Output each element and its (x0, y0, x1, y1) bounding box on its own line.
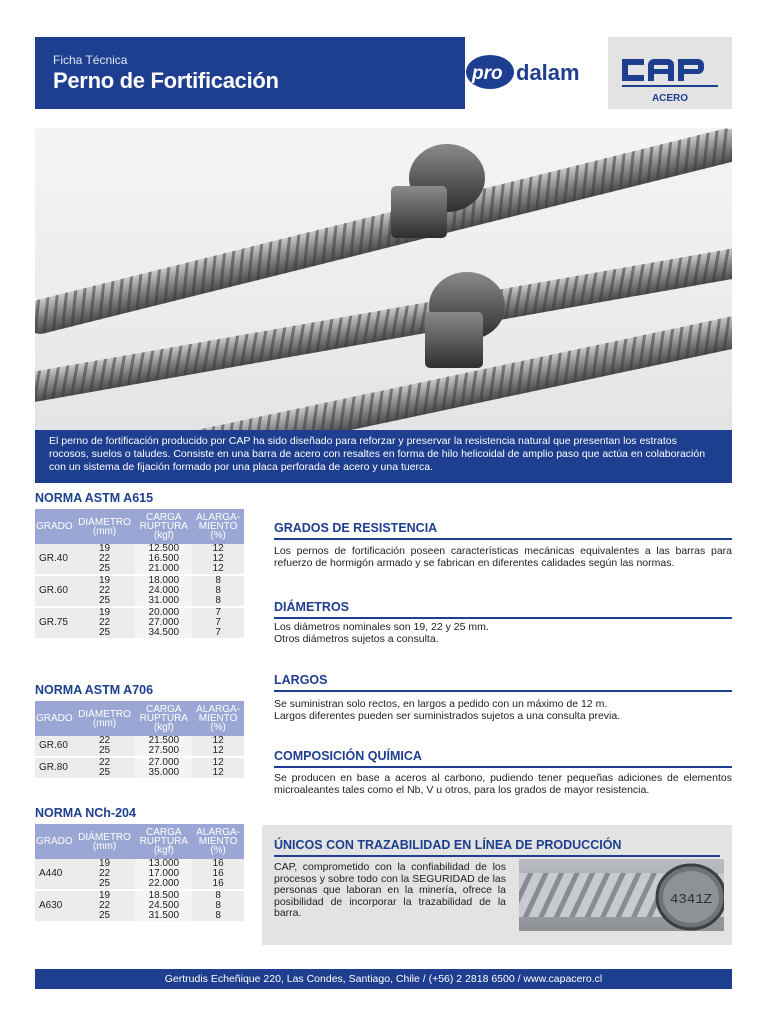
cell-diametro: 25 (74, 746, 136, 757)
norma-a615-title: NORMA ASTM A615 (35, 491, 154, 505)
cell-carga: 17.000 (135, 869, 192, 879)
footer-contact: Gertrudis Echeñique 220, Las Condes, Santiago, Chile / (+56) 2 2818 6500 / www.capacero.cl (35, 969, 732, 989)
cell-grado: GR.75 (35, 607, 74, 638)
prodalam-logo (466, 52, 604, 92)
cell-alargamiento: 12 (192, 544, 244, 554)
cell-carga: 34.500 (135, 628, 192, 638)
header-band (35, 37, 465, 109)
cell-alargamiento: 7 (192, 618, 244, 628)
product-photo (35, 128, 732, 430)
cell-diametro: 22 (74, 586, 136, 596)
prodalam-logo-pro: pro (472, 63, 503, 84)
col-alargamiento: ALARGA- MIENTO (%) (192, 824, 244, 859)
stamped-bar-image (519, 859, 724, 931)
cell-alargamiento: 12 (192, 564, 244, 575)
composicion-body: Se producen en base a aceros al carbono, pudiendo tener pequeñas adiciones de elementos microaleantes tales como el Nb, V u otros, para los grados de mayor resistencia. (274, 772, 732, 796)
cell-grado: GR.80 (35, 757, 74, 778)
col-diametro: DIÁMETRO (mm) (74, 824, 136, 859)
cell-alargamiento: 16 (192, 859, 244, 869)
col-alargamiento: ALARGA- MIENTO (%) (192, 701, 244, 736)
cell-grado: A440 (35, 859, 74, 890)
cell-grado: GR.60 (35, 575, 74, 607)
intro-text: El perno de fortificación producido por CAP ha sido diseñado para reforzar y preservar la resistencia natural que presentan los estratos rocosos, suelos o taludes. Consiste en una barra de acero con resaltes en forma de hilo helicoidal de amplio paso que actúa en colaboración con un sistema de fijación formado por una placa perforada de acero y una tuerca. (35, 430, 732, 483)
cell-alargamiento: 12 (192, 746, 244, 757)
col-grado: GRADO (35, 824, 74, 859)
cell-diametro: 19 (74, 890, 136, 901)
table-nch204 (35, 824, 244, 921)
cell-alargamiento: 7 (192, 628, 244, 638)
col-diametro: DIÁMETRO (mm) (74, 701, 136, 736)
cell-diametro: 25 (74, 628, 136, 638)
cell-carga: 21.000 (135, 564, 192, 575)
cell-carga: 24.000 (135, 586, 192, 596)
cell-carga: 16.500 (135, 554, 192, 564)
cell-diametro: 19 (74, 859, 136, 869)
cell-alargamiento: 8 (192, 901, 244, 911)
table-row (35, 575, 244, 586)
cell-carga: 31.000 (135, 596, 192, 607)
cell-carga: 35.000 (135, 768, 192, 778)
trazabilidad-body: CAP, comprometido con la confiabilidad de los procesos y sobre todo con la SEGURIDAD de las personas que laboran en la minería, ofrece la posibilidad de incorporar la trazabilidad de la barra. (274, 861, 506, 919)
cell-diametro: 22 (74, 618, 136, 628)
cell-diametro: 19 (74, 544, 136, 554)
trazabilidad-photo (519, 859, 724, 931)
cell-diametro: 25 (74, 768, 136, 778)
col-carga: CARGA RUPTURA (kgf) (135, 824, 192, 859)
cell-diametro: 25 (74, 911, 136, 921)
diametros-body (274, 622, 732, 645)
col-alargamiento: ALARGA- MIENTO (%) (192, 509, 244, 544)
header-subtitle: Ficha Técnica (53, 53, 128, 67)
cell-carga: 21.500 (135, 736, 192, 746)
cell-grado: GR.40 (35, 544, 74, 575)
cell-carga: 27.000 (135, 618, 192, 628)
cell-diametro: 25 (74, 564, 136, 575)
cell-carga: 27.500 (135, 746, 192, 757)
composicion-title: COMPOSICIÓN QUÍMICA (274, 749, 732, 768)
largos-body (274, 699, 732, 722)
cell-grado: A630 (35, 890, 74, 921)
cell-diametro: 25 (74, 596, 136, 607)
cell-alargamiento: 16 (192, 879, 244, 890)
cell-alargamiento: 8 (192, 911, 244, 921)
cap-logo-sub: ACERO (651, 93, 689, 104)
table-a706 (35, 701, 244, 778)
cell-carga: 18.000 (135, 575, 192, 586)
cell-alargamiento: 8 (192, 575, 244, 586)
largos-title: LARGOS (274, 673, 732, 692)
cell-alargamiento: 16 (192, 869, 244, 879)
col-grado: GRADO (35, 509, 74, 544)
col-grado: GRADO (35, 701, 74, 736)
grados-title: GRADOS DE RESISTENCIA (274, 521, 732, 540)
cell-carga: 20.000 (135, 607, 192, 618)
cell-diametro: 25 (74, 879, 136, 890)
cell-carga: 12.500 (135, 544, 192, 554)
table-row (35, 607, 244, 618)
diametros-line-2: Otros diámetros sujetos a consulta. (274, 632, 439, 645)
largos-line-1: Se suministran solo rectos, en largos a pedido con un máximo de 12 m. (274, 698, 608, 710)
largos-line-2: Largos diferentes pueden ser suministrados sujetos a una consulta previa. (274, 709, 621, 722)
col-diametro: DIÁMETRO (mm) (74, 509, 136, 544)
page-title: Perno de Fortificación (53, 68, 279, 93)
cell-carga: 18.500 (135, 890, 192, 901)
cell-diametro: 22 (74, 757, 136, 768)
cell-carga: 24.500 (135, 901, 192, 911)
norma-a706-title: NORMA ASTM A706 (35, 683, 154, 697)
diametros-line-1: Los diámetros nominales son 19, 22 y 25 mm. (274, 621, 489, 633)
col-carga: CARGA RUPTURA (kgf) (135, 701, 192, 736)
cell-alargamiento: 8 (192, 596, 244, 607)
table-a615 (35, 509, 244, 638)
trazabilidad-title: ÚNICOS CON TRAZABILIDAD EN LÍNEA DE PRODUCCIÓN (274, 838, 720, 857)
cell-alargamiento: 12 (192, 768, 244, 778)
cap-logo (608, 37, 732, 109)
norma-nch204-title: NORMA NCh-204 (35, 806, 136, 820)
cell-diametro: 22 (74, 901, 136, 911)
prodalam-logo-dalam: dalam (516, 60, 580, 85)
cell-alargamiento: 12 (192, 736, 244, 746)
cell-diametro: 19 (74, 575, 136, 586)
table-row (35, 890, 244, 901)
cell-alargamiento: 8 (192, 890, 244, 901)
col-carga: CARGA RUPTURA (kgf) (135, 509, 192, 544)
traceability-stamp: 4341Z (669, 892, 713, 908)
grados-body: Los pernos de fortificación poseen características mecánicas equivalentes a las barras para refuerzo de hormigón armado y se fabrican en diferentes calidades según las normas. (274, 545, 732, 569)
cell-alargamiento: 12 (192, 757, 244, 768)
cell-carga: 22.000 (135, 879, 192, 890)
cell-alargamiento: 7 (192, 607, 244, 618)
cell-grado: GR.60 (35, 736, 74, 757)
cell-diametro: 19 (74, 607, 136, 618)
cell-diametro: 22 (74, 554, 136, 564)
bolt-illustration (35, 128, 732, 430)
diametros-title: DIÁMETROS (274, 600, 732, 619)
cap-logo-mark (608, 37, 732, 109)
cell-carga: 27.000 (135, 757, 192, 768)
cell-carga: 13.000 (135, 859, 192, 869)
cell-alargamiento: 8 (192, 586, 244, 596)
cell-carga: 31.500 (135, 911, 192, 921)
cell-diametro: 22 (74, 736, 136, 746)
cell-diametro: 22 (74, 869, 136, 879)
cell-alargamiento: 12 (192, 554, 244, 564)
